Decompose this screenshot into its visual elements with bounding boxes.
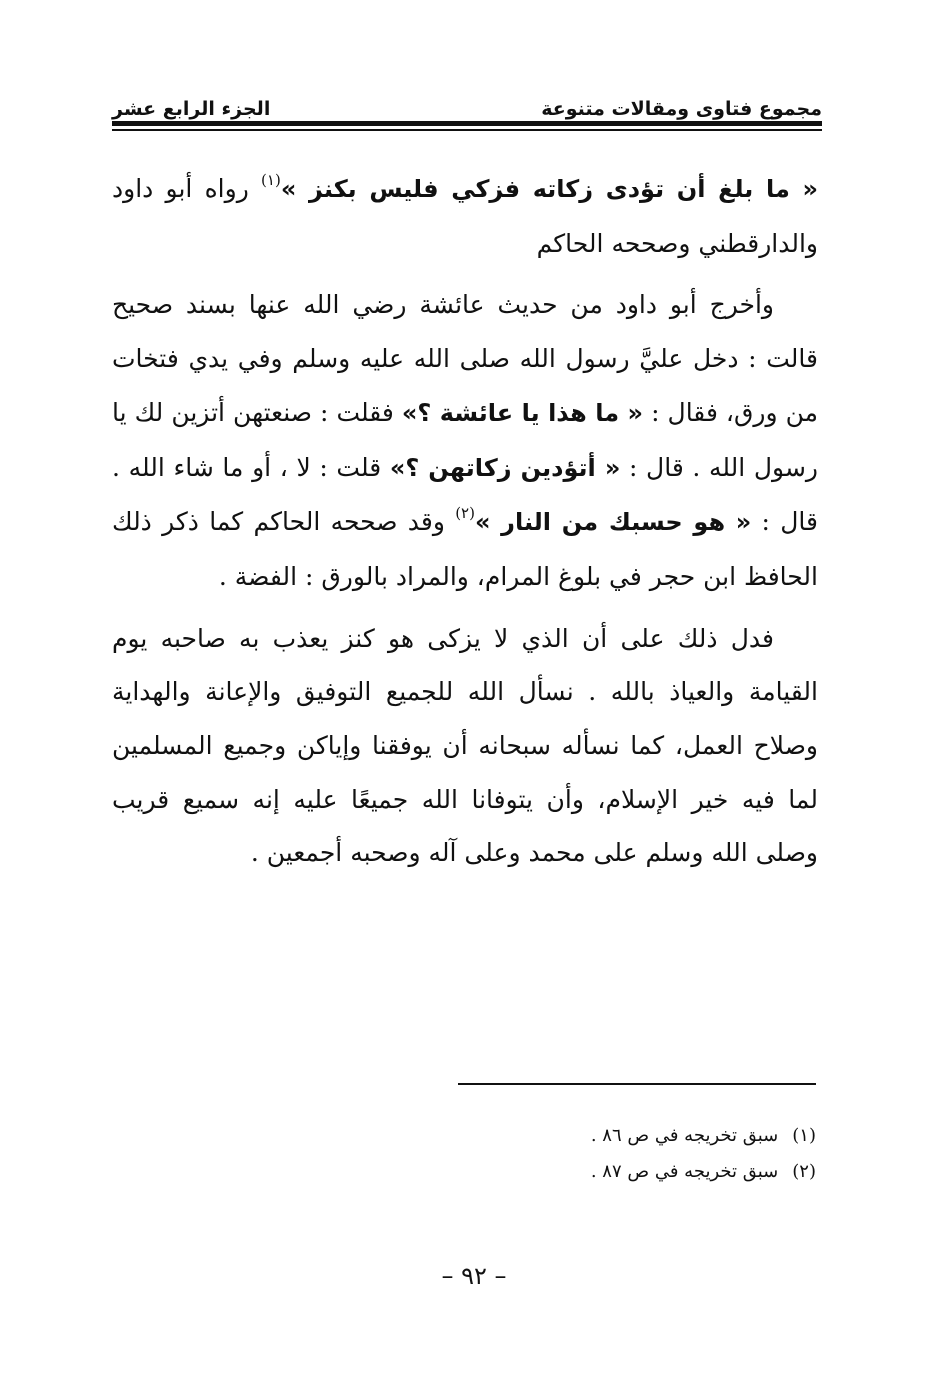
paragraph-2	[112, 278, 818, 603]
running-header	[112, 86, 822, 120]
hadith-quote: « أتؤدين زكاتهن ؟»	[389, 453, 621, 482]
footnote-text: سبق تخريجه في ص ٨٧ .	[590, 1161, 779, 1182]
paragraph-2-text-4: وقد صححه الحاكم كما ذكر ذلك الحافظ ابن حجر في بلوغ المرام، والمراد بالورق : الفضة .	[112, 507, 818, 591]
footnote-separator	[458, 1083, 816, 1085]
header-rule-thick	[112, 121, 822, 126]
paragraph-1-text: رواه أبو داود والدارقطني وصححه الحاكم	[112, 174, 818, 258]
hadith-quote: « ما هذا يا عائشة ؟»	[401, 398, 644, 427]
footnotes	[458, 1118, 816, 1190]
footnote-ref-1: (١)	[261, 171, 281, 189]
hadith-quote: « هو حسبك من النار »	[474, 508, 752, 537]
paragraph-3: فدل ذلك على أن الذي لا يزكى هو كنز يعذب به صاحبه يوم القيامة والعياذ بالله . نسأل الله للجميع التوفيق والإعانة والهداية وصلاح العمل، كما نسأله سبحانه أن يوفقنا وإياكن وجميع المسلمين لما فيه خير الإسلام، وأن يتوفانا الله جميعًا عليه إنه سميع قريب وصلى الله وسلم على محمد وعلى آله وصحبه أجمعين .	[112, 623, 818, 868]
paragraph-1	[112, 162, 818, 270]
footnote	[458, 1154, 816, 1190]
footnote-text: سبق تخريجه في ص ٨٦ .	[590, 1125, 779, 1146]
header-rule-thin	[112, 129, 822, 131]
page-number: – ٩٢ –	[441, 1262, 507, 1290]
hadith-quote: « ما بلغ أن تؤدى زكاته فزكي فليس بكنز »	[280, 175, 818, 203]
footnote-number: (١)	[792, 1125, 816, 1146]
volume-label: الجزء الرابع عشر	[112, 98, 271, 120]
paragraph-2-text-2: فقلت : صنعتهن أتزين لك يا رسول الله . قال :	[112, 397, 818, 482]
footnote-ref-2: (٢)	[455, 504, 475, 523]
book-title: مجموع فتاوى ومقالات متنوعة	[541, 98, 822, 120]
footnote	[458, 1118, 816, 1154]
paragraph-2-text-3: قلت : لا ، أو ما شاء الله . قال :	[112, 452, 818, 537]
footnote-number: (٢)	[792, 1161, 816, 1182]
main-text	[112, 162, 818, 880]
paragraph-2-text-1: وأخرج أبو داود من حديث عائشة رضي الله عنها بسند صحيح قالت : دخل عليَّ رسول الله صلى الله عليه وسلم وفي يدي فتخات من ورق، فقال :	[112, 290, 818, 427]
